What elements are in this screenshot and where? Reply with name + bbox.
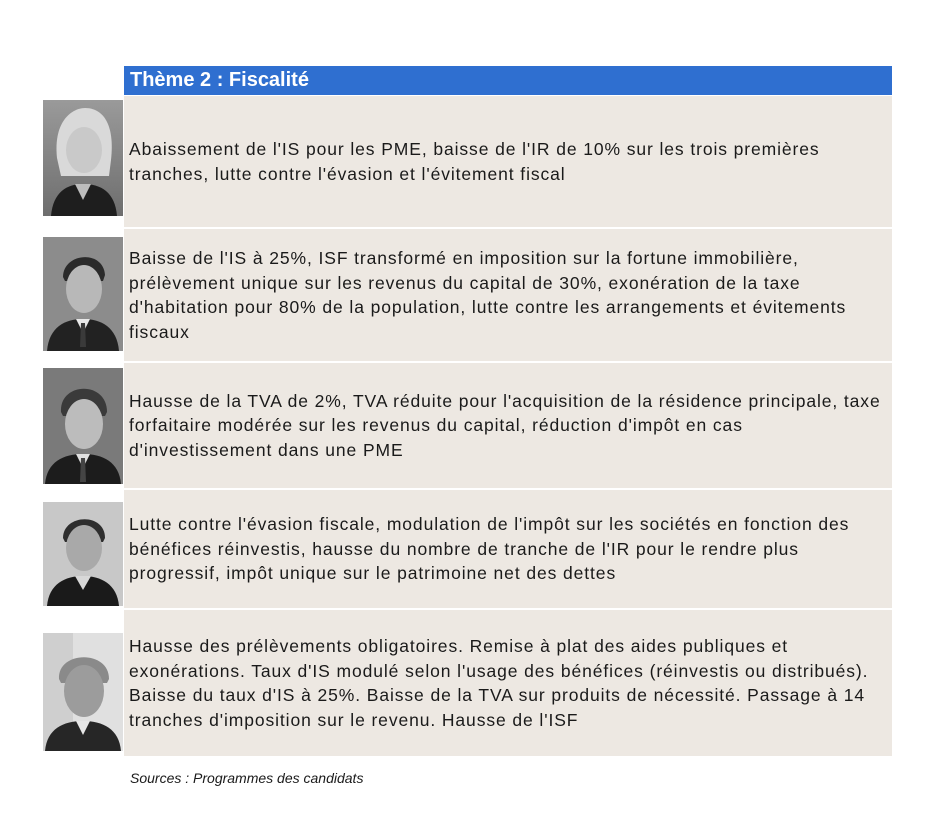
- candidate-portrait-icon: [43, 502, 123, 606]
- theme-title: Thème 2 : Fiscalité: [130, 69, 309, 91]
- candidate-portrait-icon: [43, 100, 123, 216]
- program-row: [43, 490, 892, 609]
- program-row: [43, 96, 892, 228]
- program-cell: [124, 96, 892, 228]
- program-text: Lutte contre l'évasion fiscale, modulation de l'impôt sur les sociétés en fonction des bénéfices réinvestis, hausse du nombre de tranche de l'IR pour le rendre plus progressif, impôt unique sur le patrimoine net des dettes: [129, 514, 850, 584]
- program-text: Hausse des prélèvements obligatoires. Remise à plat des aides publiques et exonérations. Taux d'IS modulé selon l'usage des bénéfices (réinvestis ou distribués). Baisse du taux d'IS à 25%. Baisse de la TVA sur produits de nécessité. Passage à 14 tranches d'imposition sur le revenu. Hausse de l'ISF: [129, 636, 869, 730]
- program-row: [43, 610, 892, 757]
- program-text: Baisse de l'IS à 25%, ISF transformé en imposition sur la fortune immobilière, prélèvement unique sur les revenus du capital de 30%, exonération de la taxe d'habitation pour 80% de la population, lutte contre les arrangements et évitements fiscaux: [129, 248, 847, 342]
- program-text: Abaissement de l'IS pour les PME, baisse de l'IR de 10% sur les trois premières tranches, lutte contre l'évasion et l'évitement fiscal: [129, 139, 820, 184]
- program-row: [43, 229, 892, 362]
- candidate-portrait-icon: [43, 368, 123, 484]
- program-text: Hausse de la TVA de 2%, TVA réduite pour l'acquisition de la résidence principale, taxe forfaitaire modérée sur les revenus du capital, réduction d'impôt en cas d'investissement dans une PME: [129, 390, 881, 460]
- candidate-portrait-icon: [43, 633, 123, 751]
- source-note: Sources : Programmes des candidats: [130, 770, 364, 786]
- program-cell: [124, 229, 892, 362]
- candidate-portrait-icon: [43, 237, 123, 351]
- program-cell: [124, 363, 892, 489]
- program-row: [43, 363, 892, 489]
- theme-title-bar: [124, 66, 892, 95]
- program-cell: [124, 490, 892, 609]
- program-cell: [124, 610, 892, 757]
